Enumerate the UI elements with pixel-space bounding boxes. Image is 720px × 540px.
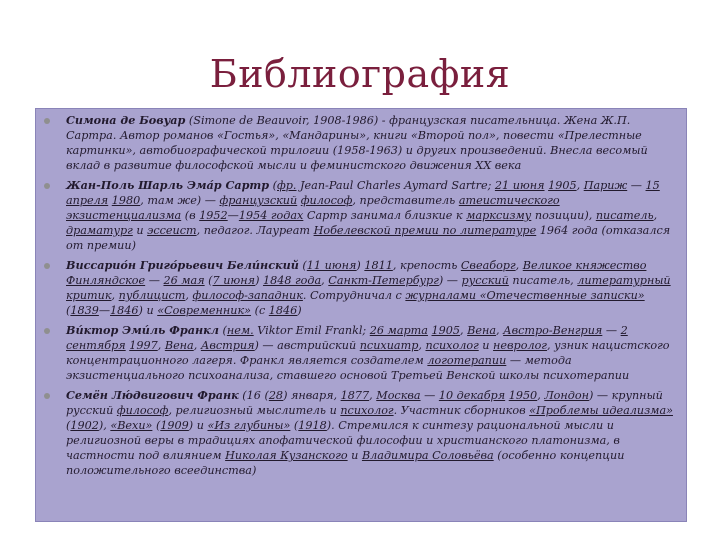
link[interactable]: литературный критик <box>66 274 671 302</box>
link[interactable]: 1846 <box>110 304 139 317</box>
list-item: Ви́ктор Эми́ль Франкл (нем. Viktor Emil Frankl; 26 марта 1905, Вена, Австро-Венгрия — 2 сентября 1997, Вена, Австрия) — австрийский психиатр, психолог и невролог, узник нацистского концентрационного лагеря. Франкл является создателем логотерапии — метода экзистенциального психоанализа, ставшего основой Третьей Венской школы психотерапии <box>36 323 678 383</box>
link[interactable]: 1848 года <box>262 274 322 287</box>
link[interactable]: 28 <box>268 389 284 402</box>
link[interactable]: Владимира Соловьёва <box>361 449 494 462</box>
link[interactable]: писатель <box>595 209 654 222</box>
link[interactable]: русский <box>461 274 509 287</box>
link[interactable]: философ <box>116 404 169 417</box>
link[interactable]: 1905 <box>548 179 577 192</box>
bullet-icon <box>44 328 50 334</box>
bullet-icon <box>44 118 50 124</box>
link[interactable]: 1909 <box>160 419 189 432</box>
link[interactable]: Нобелевской премии по литературе <box>313 224 537 237</box>
link[interactable]: Австрия <box>200 339 255 352</box>
link[interactable]: 11 июня <box>306 259 357 272</box>
link[interactable]: Вена <box>467 324 497 337</box>
link[interactable]: 7 июня <box>212 274 256 287</box>
link[interactable]: психиатр <box>359 339 419 352</box>
link[interactable]: Австро-Венгрия <box>503 324 603 337</box>
link[interactable]: 26 марта <box>369 324 428 337</box>
bullet-icon <box>44 393 50 399</box>
link[interactable]: Лондон <box>544 389 589 402</box>
slide-title: Библиография <box>209 52 511 96</box>
author-name: Семён Лю́двигович Франк <box>66 388 239 402</box>
list-item: Жан-Поль Шарль Эма́р Сартр (фр. Jean-Paul Charles Aymard Sartre; 21 июня 1905, Париж — 15 апреля 1980, там же) — французский философ, представитель атеистического экзистенциализма (в 1952—1954 годах Сартр занимал близкие к марксизму позиции), писатель, драматург и эссеист, педагог. Лауреат Нобелевской премии по литературе 1964 года (отказался от премии) <box>36 178 678 253</box>
link[interactable]: Санкт-Петербург <box>328 274 439 287</box>
list-item: Виссарио́н Григо́рьевич Бели́нский (11 июня) 1811, крепость Свеаборг, Великое княжество Финляндское — 26 мая (7 июня) 1848 года, Санкт-Петербург) — русский писатель, литературный критик, публицист, философ-западник. Сотрудничал с журналами «Отечественные записки» (1839—1846) и «Современник» (с 1846) <box>36 258 678 318</box>
link[interactable]: 15 апреля <box>66 179 660 207</box>
link[interactable]: «Современник» <box>157 304 252 317</box>
link[interactable]: Москва <box>376 389 421 402</box>
content-panel <box>35 108 687 522</box>
link[interactable]: 1811 <box>364 259 393 272</box>
link[interactable]: 2 сентября <box>66 324 628 352</box>
link[interactable]: Париж <box>583 179 628 192</box>
link[interactable]: фр. <box>277 179 297 192</box>
author-name: Ви́ктор Эми́ль Франкл <box>66 323 219 337</box>
bullet-icon <box>44 263 50 269</box>
bullet-icon <box>44 183 50 189</box>
link[interactable]: Свеаборг <box>460 259 516 272</box>
link[interactable]: философ-западник <box>192 289 303 302</box>
author-name: Жан-Поль Шарль Эма́р Сартр <box>66 178 270 192</box>
link[interactable]: 1905 <box>431 324 460 337</box>
link[interactable]: драматург <box>66 224 133 237</box>
list-item: Семён Лю́двигович Франк (16 (28) января, 1877, Москва — 10 декабря 1950, Лондон) — крупный русский философ, религиозный мыслитель и психолог. Участник сборников «Проблемы идеализма» (1902), «Вехи» (1909) и «Из глубины» (1918). Стремился к синтезу рациональной мысли и религиозной веры в традициях апофатической философии и христианского платонизма, в частности под влиянием Николая Кузанского и Владимира Соловьёва (особенно концепции положительного всеединства) <box>36 388 678 478</box>
link[interactable]: французский <box>219 194 298 207</box>
link[interactable]: 21 июня <box>494 179 545 192</box>
link[interactable]: Вена <box>164 339 194 352</box>
author-name: Симона де Бовуар <box>66 113 186 127</box>
link[interactable]: психолог <box>425 339 479 352</box>
link[interactable]: Великое княжество Финляндское <box>66 259 647 287</box>
link[interactable]: 26 мая <box>163 274 205 287</box>
link[interactable]: «Проблемы идеализма» <box>529 404 673 417</box>
link[interactable]: логотерапии <box>427 354 507 367</box>
link[interactable]: философ <box>300 194 353 207</box>
link[interactable]: 1839 <box>70 304 99 317</box>
link[interactable]: 10 декабря <box>438 389 506 402</box>
link[interactable]: 1902 <box>70 419 99 432</box>
link[interactable]: журналами «Отечественные записки» <box>405 289 645 302</box>
link[interactable]: 1997 <box>129 339 158 352</box>
link[interactable]: «Из глубины» <box>207 419 291 432</box>
link[interactable]: 1952 <box>199 209 228 222</box>
link[interactable]: 1846 <box>268 304 298 317</box>
link[interactable]: 1950 <box>508 389 538 402</box>
link[interactable]: Николая Кузанского <box>225 449 348 462</box>
link[interactable]: атеистического экзистенциализма <box>66 194 560 222</box>
link[interactable]: нем. <box>226 324 254 337</box>
link[interactable]: 1954 годах <box>238 209 304 222</box>
link[interactable]: 1877 <box>340 389 370 402</box>
link[interactable]: эссеист <box>147 224 197 237</box>
author-name: Виссарио́н Григо́рьевич Бели́нский <box>66 258 299 272</box>
link[interactable]: марксизму <box>466 209 532 222</box>
bibliography-list <box>36 109 686 478</box>
link[interactable]: невролог <box>493 339 547 352</box>
link[interactable]: 1918 <box>298 419 327 432</box>
link[interactable]: психолог <box>340 404 394 417</box>
link[interactable]: 1980 <box>111 194 141 207</box>
list-item: Симона де Бовуар (Simone de Beauvoir, 1908-1986) - французская писательница. Жена Ж.П. Сартра. Автор романов «Гостья», «Мандарины», книги «Второй пол», повести «Прелестные картинки», автобиографической трилогии (1958-1963) и других произведений. Внесла весомый вклад в развитие философской мысли и феминистского движения XX века <box>36 113 678 173</box>
link[interactable]: «Вехи» <box>110 419 153 432</box>
link[interactable]: публицист <box>118 289 186 302</box>
